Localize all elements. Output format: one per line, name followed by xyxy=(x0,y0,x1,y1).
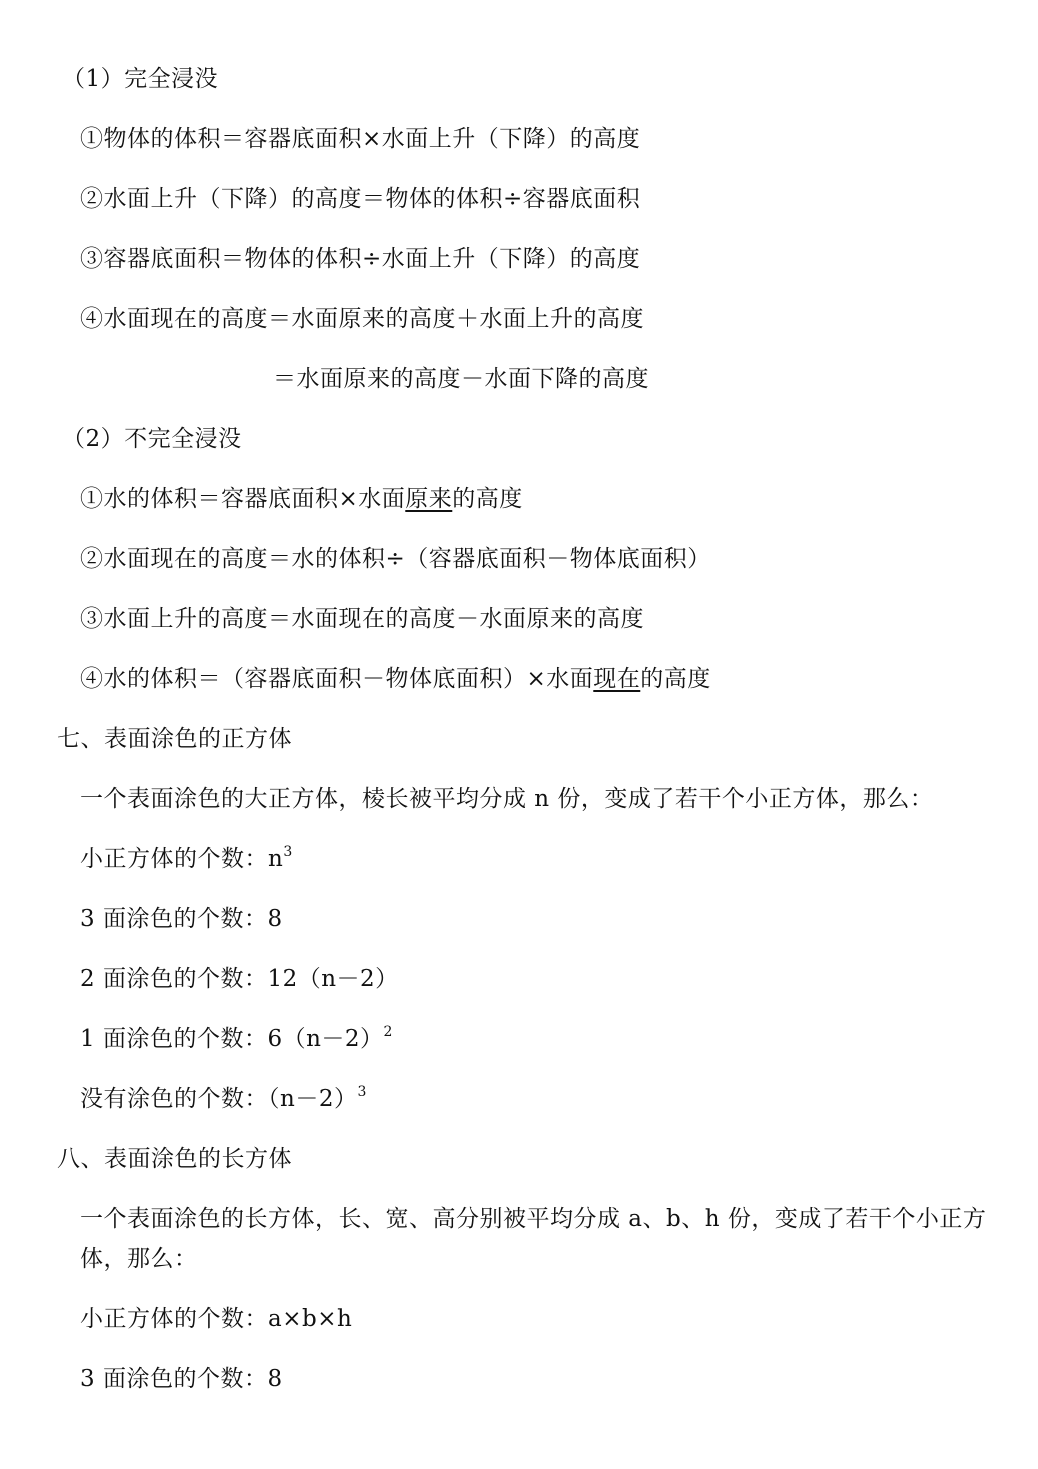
exponent: 2 xyxy=(383,1024,393,1040)
formula-line: 小正方体的个数：a×b×h xyxy=(80,1306,353,1332)
formula-text: 没有涂色的个数：（n－2） xyxy=(80,1086,358,1112)
formula-line: ④水面现在的高度＝水面原来的高度＋水面上升的高度 xyxy=(80,306,644,332)
formula-line: ②水面现在的高度＝水的体积÷（容器底面积－物体底面积） xyxy=(80,546,711,572)
formula-line: 3 面涂色的个数：8 xyxy=(80,1366,283,1392)
formula-line: ③容器底面积＝物体的体积÷水面上升（下降）的高度 xyxy=(80,246,641,272)
formula-line: ①物体的体积＝容器底面积×水面上升（下降）的高度 xyxy=(80,126,641,152)
formula-line: 2 面涂色的个数：12（n－2） xyxy=(80,966,399,992)
formula-line xyxy=(80,1024,393,1054)
underlined-text: 原来 xyxy=(405,486,453,512)
formula-text: 的高度 xyxy=(452,486,523,512)
formula-text: ①水的体积＝容器底面积×水面 xyxy=(80,486,406,512)
formula-line: ＝水面原来的高度－水面下降的高度 xyxy=(273,366,649,392)
formula-text: 的高度 xyxy=(640,666,711,692)
formula-text: 小正方体的个数：n xyxy=(80,846,284,872)
exponent: 3 xyxy=(283,844,293,860)
exponent: 3 xyxy=(357,1084,367,1100)
formula-line xyxy=(80,844,293,874)
formula-text: 1 面涂色的个数：6（n－2） xyxy=(80,1026,384,1052)
formula-line xyxy=(80,664,711,694)
section-heading-painted-cuboid: 八、表面涂色的长方体 xyxy=(57,1146,292,1172)
section-heading-partial-immersion: （2）不完全浸没 xyxy=(62,426,242,452)
underlined-text: 现在 xyxy=(593,666,641,692)
formula-line xyxy=(80,1084,367,1114)
formula-text: ④水的体积＝（容器底面积－物体底面积）×水面 xyxy=(80,666,594,692)
section-heading-complete-immersion: （1）完全浸没 xyxy=(62,66,219,92)
section-heading-painted-cube: 七、表面涂色的正方体 xyxy=(57,726,292,752)
formula-line: ②水面上升（下降）的高度＝物体的体积÷容器底面积 xyxy=(80,186,641,212)
paragraph: 一个表面涂色的大正方体，棱长被平均分成 n 份，变成了若干个小正方体，那么： xyxy=(80,786,934,812)
formula-line: ③水面上升的高度＝水面现在的高度－水面原来的高度 xyxy=(80,606,644,632)
paragraph: 体，那么： xyxy=(80,1246,198,1272)
formula-line: 3 面涂色的个数：8 xyxy=(80,906,283,932)
formula-line xyxy=(80,484,523,514)
paragraph: 一个表面涂色的长方体，长、宽、高分别被平均分成 a、b、h 份，变成了若干个小正方 xyxy=(80,1206,987,1232)
